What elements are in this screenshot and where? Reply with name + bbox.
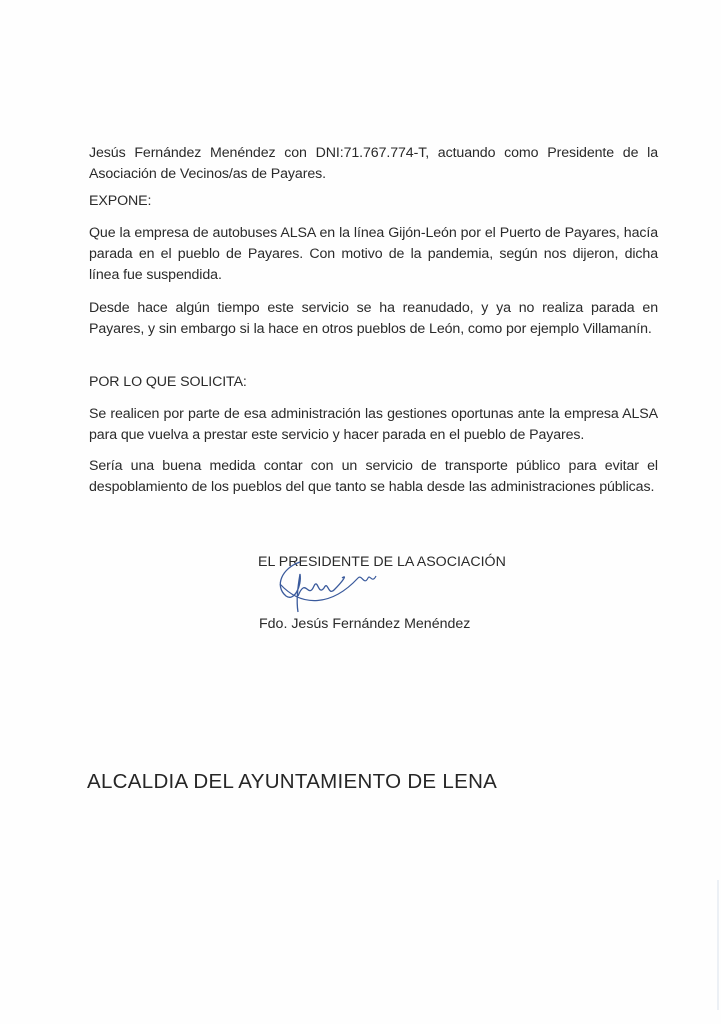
signer-name: Fdo. Jesús Fernández Menéndez (259, 616, 471, 632)
signature-title: EL PRESIDENTE DE LA ASOCIACIÓN (258, 554, 506, 570)
handwritten-signature-icon (272, 556, 382, 616)
expone-paragraph-2: Desde hace algún tiempo este servicio se ha reanudado, y ya no realiza parada en Payares, y sin embargo si la hace en otros pueblos de León, como por ejemplo Villamanín. (89, 300, 658, 337)
solicita-paragraph-2: Sería una buena medida contar con un servicio de transporte público para evitar el despoblamiento de los pueblos del que tanto se habla desde las administraciones públicas. (89, 458, 658, 495)
addressee-heading: ALCALDIA DEL AYUNTAMIENTO DE LENA (87, 770, 498, 793)
scan-edge-artifact (717, 880, 719, 1010)
solicita-paragraph-1: Se realicen por parte de esa administración las gestiones oportunas ante la empresa ALSA para que vuelva a prestar este servicio y hacer parada en el pueblo de Payares. (89, 406, 658, 443)
intro-paragraph: Jesús Fernández Menéndez con DNI:71.767.774-T, actuando como Presidente de la Asociación de Vecinos/as de Payares. (89, 145, 658, 182)
expone-paragraph-1: Que la empresa de autobuses ALSA en la línea Gijón-León por el Puerto de Payares, hacía parada en el pueblo de Payares. Con motivo de la pandemia, según nos dijeron, dicha línea fue suspendida. (89, 225, 658, 283)
expone-heading: EXPONE: (89, 193, 152, 209)
solicita-heading: POR LO QUE SOLICITA: (89, 374, 247, 390)
